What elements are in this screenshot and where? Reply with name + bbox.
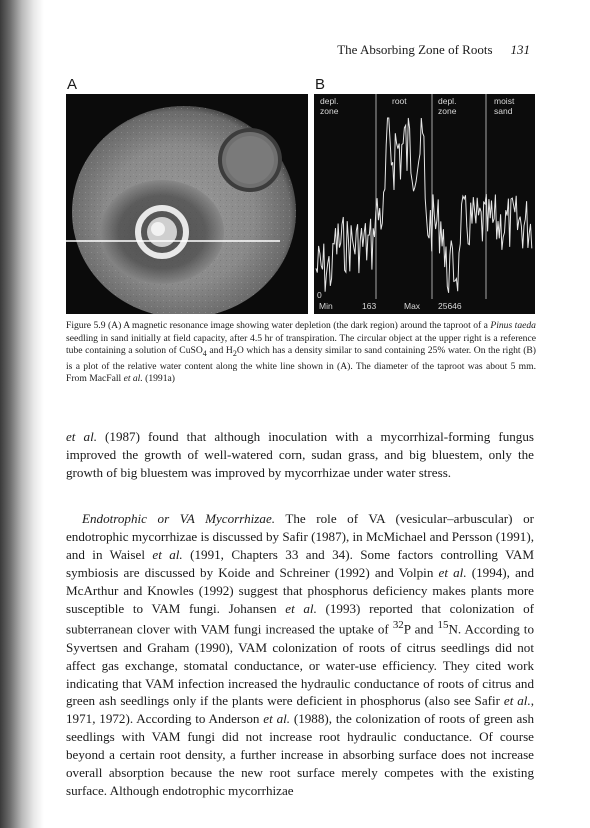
p2-text-3: (1994), and McArthur and Knowles (1992) suggest that phosphorus deficiency makes plants more susceptible to VAM fungi. Johansen xyxy=(66,564,534,616)
caption-etal: et al. xyxy=(123,373,143,385)
label-zone-2: zone xyxy=(438,106,457,116)
water-content-plot xyxy=(314,94,535,314)
p2-etal-1: et al. xyxy=(152,546,183,562)
p1-etal: et al. xyxy=(66,429,97,444)
p1-text: (1987) found that although inoculation with a mycorrhizal-forming fungus improved the growth of well-watered corn, sudan grass, and big bluestem, only the growth of big bluestem was improved by mycorrhizae under water stress. xyxy=(66,429,534,480)
label-depl-2: depl. xyxy=(438,96,457,106)
label-moist: moist xyxy=(494,96,515,106)
p2-text-8: (1988), the colonization of roots of green ash seedlings with VAM fungi did not increase root hydraulic conductance. Of course beyond a certain root density, a further increase in absorbing surface does not increase overall absorption because the new root surface merely competes with the existing surface. Although endotrophic mycorrhizae xyxy=(66,711,534,798)
caption-text-5: (1991a) xyxy=(142,373,175,385)
caption-species: Pinus taeda xyxy=(490,320,536,331)
p2-sup-1: 32 xyxy=(392,619,404,632)
label-max-value: 25646 xyxy=(438,301,462,311)
p2-etal-3: et al. xyxy=(285,600,317,616)
mri-image-graphic xyxy=(66,94,308,314)
figure-label: Figure 5.9 xyxy=(66,320,106,331)
body-paragraph-2 xyxy=(66,510,534,800)
p2-etal-4: et al. xyxy=(503,693,531,709)
page-scan-edge xyxy=(0,0,44,828)
label-zero: 0 xyxy=(317,290,322,300)
p2-text-1: The role of VA (vesicular–arbuscular) or endotrophic mycorrhizae is discussed by Safir (1987), in McMichael and Persson (1991), and in Waisel xyxy=(66,511,534,562)
label-min: Min xyxy=(319,301,333,311)
section-heading: Endotrophic or VA Mycorrhizae. xyxy=(82,511,276,526)
label-root: root xyxy=(392,96,407,106)
panel-b-letter: B xyxy=(315,76,326,93)
p2-text-2: (1991, Chapters 33 and 34). Some factors controlling VAM symbiosis are discussed by Koide and Schreiner (1992) and Volpin xyxy=(66,546,535,580)
p2-etal-5: et al. xyxy=(263,711,291,727)
caption-text-1: (A) A magnetic resonance image showing water depletion (the dark region) around the taproot of a xyxy=(105,320,491,331)
water-content-plot-graphic xyxy=(314,94,535,314)
caption-sub-1: 4 xyxy=(202,349,207,359)
caption-text-2: seedling in sand initially at field capacity, after 4.5 hr of transpiration. The circular object at the upper right is a reference tube containing a solution of CuSO xyxy=(66,332,536,357)
body-paragraph-1 xyxy=(66,428,534,482)
page-number: 131 xyxy=(510,42,530,57)
panel-a-letter: A xyxy=(67,76,78,93)
figure-caption xyxy=(66,320,536,386)
label-depl-1: depl. xyxy=(320,96,339,106)
label-min-value: 163 xyxy=(362,301,377,311)
p2-etal-2: et al. xyxy=(438,564,467,580)
p2-text-4: (1993) reported that colonization of subterranean clover with VAM fungi increased the uptake of xyxy=(66,600,534,637)
caption-text-4: O which has a density similar to sand containing 25% water. On the right (B) is a plot of the relative water content along the white line shown in (A). The diameter of the taproot was about 5 mm. From MacFall xyxy=(66,345,537,385)
label-sand: sand xyxy=(494,106,513,116)
label-zone-1: zone xyxy=(320,106,339,116)
caption-text-3: and H xyxy=(206,345,233,357)
p2-text-6: N. According to Syvertsen and Graham (1990), VAM colonization of roots of citrus seedlings did not affect gas exchange, stomatal conductance, or water-use efficiency. They cited work indicating that VAM infection increased the hydraulic conductance of roots of citrus and green ash seedlings only if the plants were deficient in phosphorus (also see Safir xyxy=(66,621,534,709)
mri-image xyxy=(66,94,308,314)
label-max: Max xyxy=(404,301,421,311)
running-head-title: The Absorbing Zone of Roots xyxy=(337,42,493,57)
p2-text-5: P and xyxy=(403,621,438,637)
p2-sup-2: 15 xyxy=(437,619,449,632)
caption-sub-2: 2 xyxy=(232,349,237,359)
running-head xyxy=(300,42,530,58)
p2-text-7: , 1971, 1972). According to Anderson xyxy=(66,693,534,727)
